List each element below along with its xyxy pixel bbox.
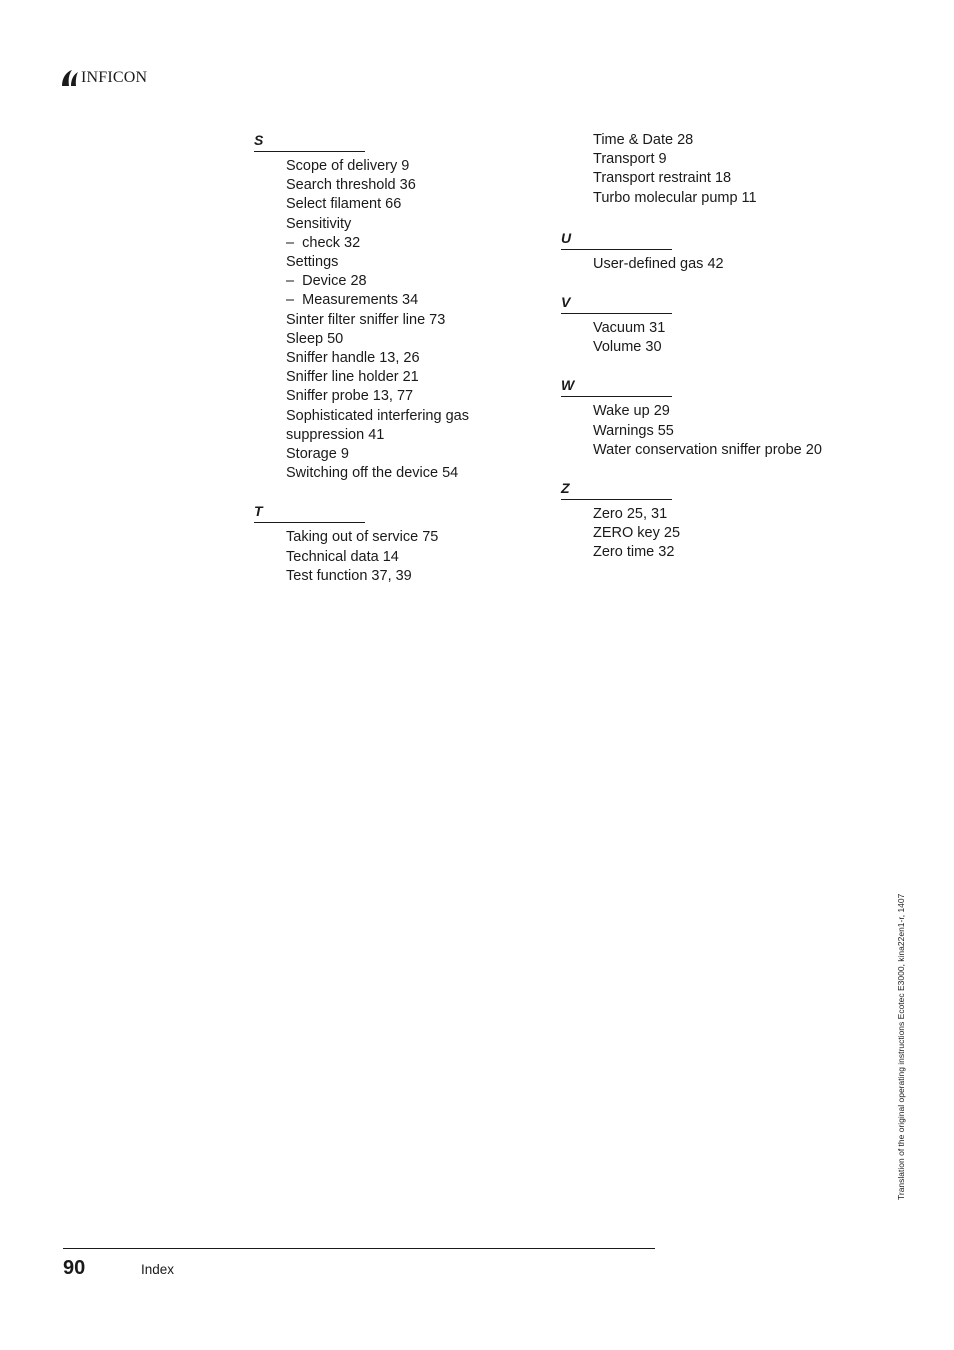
section-letter: W bbox=[561, 376, 672, 397]
section-letter: V bbox=[561, 293, 672, 314]
index-entry: Sophisticated interfering gas bbox=[286, 407, 469, 424]
index-entry: Scope of delivery 9 bbox=[286, 158, 410, 174]
footer-section-title: Index bbox=[141, 1262, 175, 1277]
index-entry: Switching off the device 54 bbox=[286, 465, 459, 482]
index-entry: Zero 25, 31 bbox=[593, 506, 668, 523]
index-entry: suppression 41 bbox=[286, 426, 385, 443]
index-entry: Sniffer probe 13, 77 bbox=[286, 388, 414, 405]
index-entry: User-defined gas 42 bbox=[593, 255, 724, 272]
index-column-left bbox=[254, 131, 554, 605]
index-section-s bbox=[254, 131, 554, 483]
section-entries bbox=[561, 319, 881, 357]
index-section-z bbox=[561, 479, 881, 563]
footer-divider bbox=[63, 1248, 655, 1249]
logo-text: INFICON bbox=[81, 69, 148, 86]
page-number: 90 bbox=[63, 1257, 86, 1279]
index-entry: Sleep 50 bbox=[286, 330, 344, 347]
index-entry: Volume 30 bbox=[593, 339, 662, 356]
index-entry: Transport restraint 18 bbox=[593, 170, 732, 187]
index-entry: Time & Date 28 bbox=[593, 132, 694, 148]
document-reference-note: Translation of the original operating instructions Ecotec E3000, kina22en1-r, 1407 bbox=[896, 893, 906, 1200]
index-section-t bbox=[254, 502, 554, 586]
section-letter: S bbox=[254, 131, 365, 152]
section-entries bbox=[561, 255, 881, 274]
index-entry: Zero time 32 bbox=[593, 544, 675, 561]
section-entries bbox=[561, 402, 881, 460]
index-entry: Search threshold 36 bbox=[286, 177, 416, 194]
index-entry: Sniffer line holder 21 bbox=[286, 369, 419, 386]
section-entries bbox=[254, 528, 554, 586]
index-entry: Technical data 14 bbox=[286, 548, 399, 565]
section-letter: U bbox=[561, 229, 672, 250]
inficon-logo-icon bbox=[60, 68, 80, 88]
section-letter: Z bbox=[561, 479, 672, 500]
index-subentry: – check 32 bbox=[286, 234, 554, 253]
index-section-u bbox=[561, 229, 881, 274]
index-subentry: – Measurements 34 bbox=[286, 291, 554, 310]
section-letter: T bbox=[254, 502, 365, 523]
index-entry: Turbo molecular pump 11 bbox=[593, 189, 757, 206]
index-section-v bbox=[561, 293, 881, 357]
index-entry: Wake up 29 bbox=[593, 403, 670, 420]
section-entries bbox=[561, 505, 881, 563]
index-entry: Settings bbox=[286, 254, 339, 271]
section-entries bbox=[254, 157, 554, 483]
index-entry: Warnings 55 bbox=[593, 422, 674, 439]
index-column-right bbox=[561, 131, 881, 582]
index-section-t-continued bbox=[561, 131, 881, 208]
index-entry: Storage 9 bbox=[286, 446, 349, 463]
index-entry: Taking out of service 75 bbox=[286, 529, 439, 546]
index-entry: Transport 9 bbox=[593, 151, 667, 168]
index-entry: Sniffer handle 13, 26 bbox=[286, 350, 420, 367]
index-entry: Sensitivity bbox=[286, 215, 352, 232]
index-subentry: – Device 28 bbox=[286, 272, 554, 291]
inficon-logo bbox=[60, 66, 147, 90]
index-entry: Sinter filter sniffer line 73 bbox=[286, 311, 446, 328]
index-entry: Select filament 66 bbox=[286, 196, 402, 213]
index-entry: Water conservation sniffer probe 20 bbox=[593, 441, 822, 458]
index-section-w bbox=[561, 376, 881, 460]
index-entry: Vacuum 31 bbox=[593, 320, 666, 337]
index-entry: Test function 37, 39 bbox=[286, 567, 412, 584]
index-entry: ZERO key 25 bbox=[593, 525, 681, 542]
